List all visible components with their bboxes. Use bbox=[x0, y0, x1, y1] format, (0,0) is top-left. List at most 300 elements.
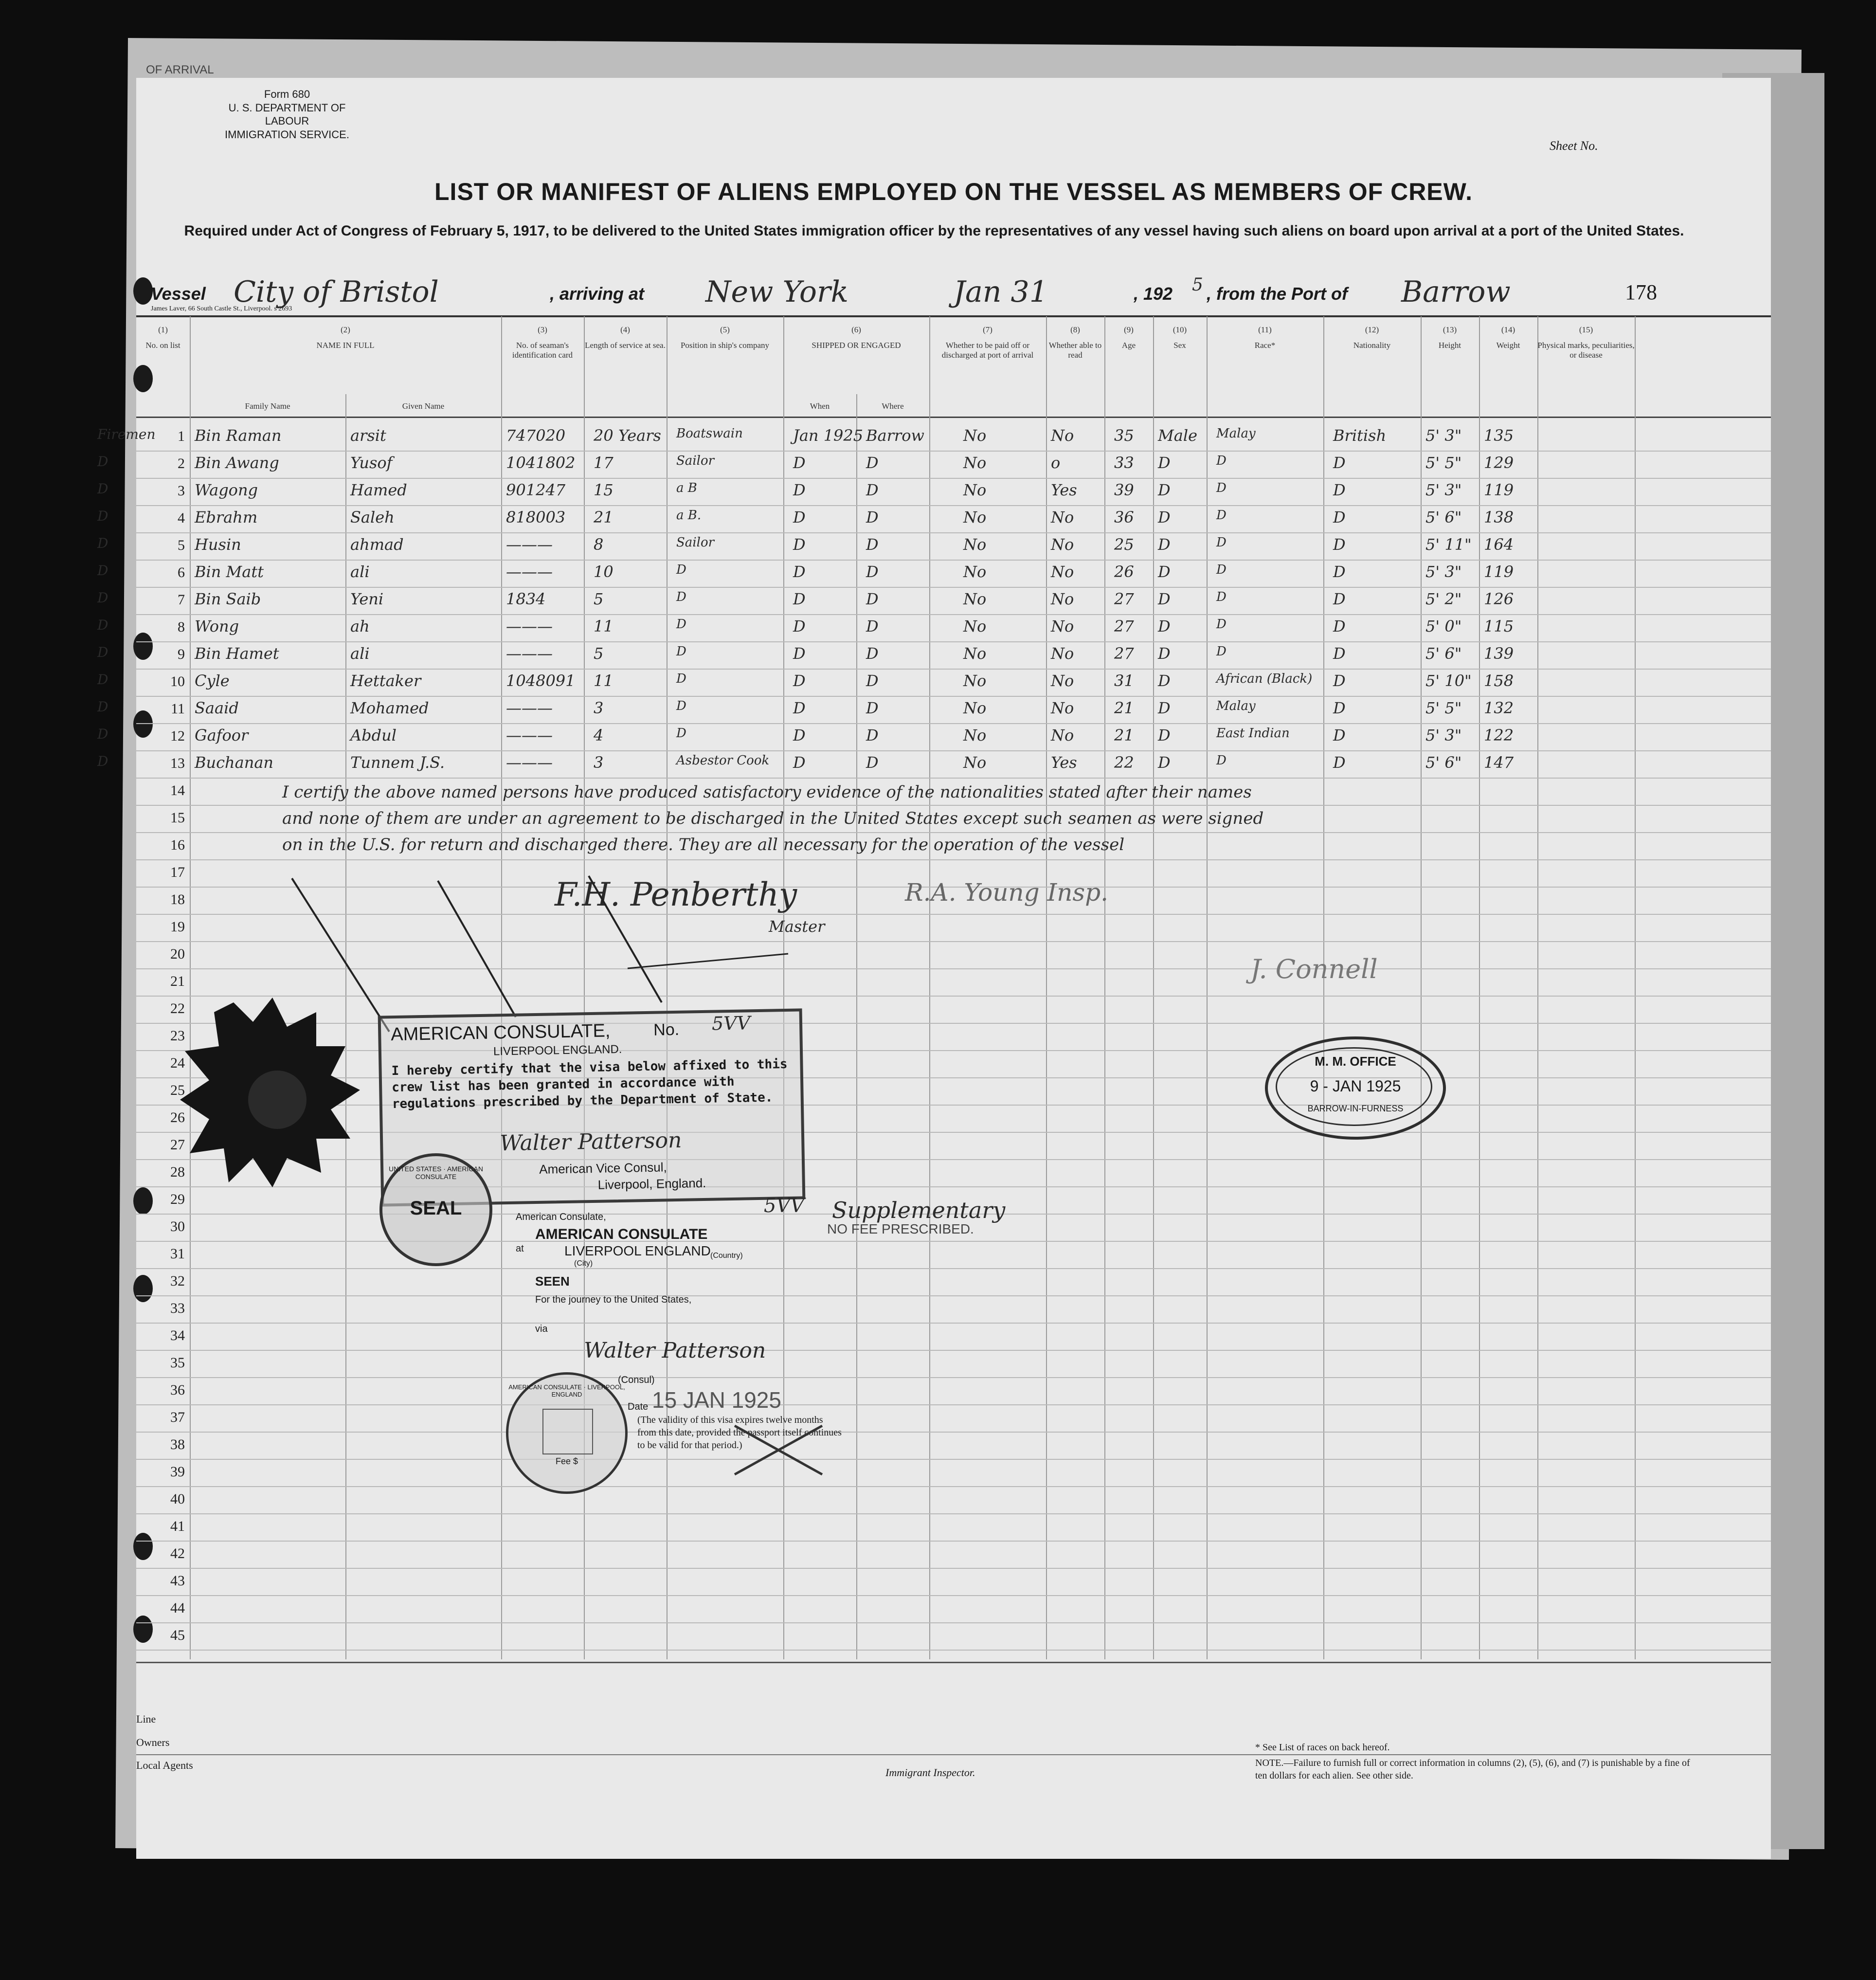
nationality-cell: D bbox=[1333, 644, 1346, 663]
family-name-cell: Bin Raman bbox=[195, 426, 282, 445]
shipped-where-cell: D bbox=[866, 508, 879, 527]
margin-annotation: D bbox=[97, 563, 108, 579]
margin-annotation: D bbox=[97, 481, 108, 497]
column-number: (6) bbox=[851, 325, 861, 334]
weight-cell: 147 bbox=[1484, 753, 1514, 772]
family-name-cell: Buchanan bbox=[195, 753, 274, 772]
family-name-cell: Ebrahm bbox=[195, 508, 258, 527]
cross-mark-icon bbox=[730, 1421, 827, 1479]
consular-seal-ring: UNITED STATES · AMERICAN CONSULATE bbox=[389, 1165, 483, 1181]
id-card-cell: 747020 bbox=[506, 426, 566, 445]
visa-date: 15 JAN 1925 bbox=[652, 1387, 781, 1413]
service-length-cell: 21 bbox=[594, 508, 613, 527]
footer-line-label: Line bbox=[136, 1713, 156, 1725]
sex-cell: D bbox=[1158, 699, 1171, 717]
paid-off-cell: No bbox=[963, 563, 987, 581]
shipped-where-cell: D bbox=[866, 563, 879, 581]
arrival-date: Jan 31 bbox=[954, 275, 1048, 309]
round-consulate-stamp-ring: AMERICAN CONSULATE · LIVERPOOL, ENGLAND bbox=[508, 1383, 625, 1398]
given-name-cell: Yeni bbox=[350, 590, 384, 608]
height-cell: 5' 6" bbox=[1425, 753, 1462, 772]
column-number: (15) bbox=[1579, 325, 1593, 334]
age-cell: 27 bbox=[1114, 617, 1134, 636]
nationality-cell: D bbox=[1333, 753, 1346, 772]
given-name-cell: Saleh bbox=[350, 508, 395, 527]
height-cell: 5' 5" bbox=[1425, 699, 1462, 717]
shipped-when-cell: D bbox=[793, 672, 806, 690]
able-to-read-cell: No bbox=[1051, 426, 1074, 445]
shipped-when-cell: D bbox=[793, 590, 806, 608]
visa-via-label: via bbox=[535, 1324, 548, 1334]
row-number: 17 bbox=[170, 864, 185, 880]
service-length-cell: 8 bbox=[594, 535, 604, 554]
weight-cell: 119 bbox=[1484, 563, 1514, 581]
age-cell: 36 bbox=[1114, 508, 1134, 527]
position-cell: Asbestor Cook bbox=[676, 753, 770, 768]
footer-owners-label: Owners bbox=[136, 1736, 170, 1748]
row-number: 22 bbox=[170, 1000, 185, 1017]
nationality-cell: D bbox=[1333, 563, 1346, 581]
given-name-cell: ahmad bbox=[350, 535, 404, 554]
paid-off-cell: No bbox=[963, 508, 987, 527]
row-number: 27 bbox=[170, 1137, 185, 1153]
consulate-stamp-signature: Walter Patterson bbox=[499, 1127, 682, 1156]
sex-cell: D bbox=[1158, 454, 1171, 472]
age-cell: 21 bbox=[1114, 726, 1134, 745]
race-cell: Malay bbox=[1216, 426, 1256, 441]
department-name: U. S. DEPARTMENT OF LABOUR bbox=[228, 101, 346, 127]
nationality-cell: D bbox=[1333, 699, 1346, 717]
paid-off-cell: No bbox=[963, 726, 987, 745]
row-number: 41 bbox=[170, 1518, 185, 1534]
race-cell: D bbox=[1216, 508, 1227, 523]
margin-annotation: Firemen bbox=[97, 426, 156, 442]
shipped-where-cell: D bbox=[866, 590, 879, 608]
given-name-cell: arsit bbox=[350, 426, 386, 445]
round-consulate-stamp bbox=[506, 1372, 628, 1494]
shipped-where-cell: D bbox=[866, 454, 879, 472]
row-number: 37 bbox=[170, 1409, 185, 1425]
column-label: Sex bbox=[1173, 341, 1186, 350]
from-port-label: , from the Port of bbox=[1207, 284, 1348, 304]
margin-annotation: D bbox=[97, 617, 108, 633]
footer-agents-label: Local Agents bbox=[136, 1759, 193, 1771]
shipped-when-cell: D bbox=[793, 454, 806, 472]
column-label: Height bbox=[1438, 341, 1461, 350]
race-cell: D bbox=[1216, 535, 1227, 550]
row-number: 20 bbox=[170, 946, 185, 962]
row-number: 16 bbox=[170, 837, 185, 853]
height-cell: 5' 5" bbox=[1425, 454, 1462, 472]
able-to-read-cell: No bbox=[1051, 726, 1074, 745]
service-length-cell: 5 bbox=[594, 590, 604, 608]
id-card-cell: 901247 bbox=[506, 481, 566, 499]
visa-line1: American Consulate, bbox=[516, 1212, 606, 1222]
row-number: 32 bbox=[170, 1273, 185, 1289]
row-number: 14 bbox=[170, 782, 185, 799]
position-cell: D bbox=[676, 563, 686, 577]
certification-line-2: and none of them are under an agreement to be discharged in the United States except such seamen as were signed bbox=[282, 809, 1264, 828]
visa-at-label: at bbox=[516, 1243, 524, 1254]
id-card-cell: 1834 bbox=[506, 590, 546, 608]
shipped-when-cell: D bbox=[793, 563, 806, 581]
consulate-stamp-title: AMERICAN CONSULATE, bbox=[390, 1020, 611, 1045]
column-label: Nationality bbox=[1353, 341, 1391, 350]
family-name-cell: Bin Awang bbox=[195, 454, 279, 472]
row-number: 30 bbox=[170, 1218, 185, 1235]
row-number: 13 bbox=[170, 755, 185, 771]
row-number: 35 bbox=[170, 1355, 185, 1371]
column-number: (2) bbox=[341, 325, 350, 334]
age-cell: 26 bbox=[1114, 563, 1134, 581]
sex-cell: D bbox=[1158, 508, 1171, 527]
arriving-port: New York bbox=[705, 275, 848, 309]
form-title: LIST OR MANIFEST OF ALIENS EMPLOYED ON THE VESSEL AS MEMBERS OF CREW. bbox=[434, 178, 1473, 205]
master-title: Master bbox=[769, 917, 825, 936]
given-name-cell: ali bbox=[350, 644, 370, 663]
service-length-cell: 20 Years bbox=[594, 426, 661, 445]
shipped-where-cell: D bbox=[866, 644, 879, 663]
shipped-when-cell: D bbox=[793, 753, 806, 772]
id-card-cell: ——— bbox=[506, 726, 553, 745]
shipped-where-cell: D bbox=[866, 699, 879, 717]
able-to-read-cell: No bbox=[1051, 590, 1074, 608]
nationality-cell: D bbox=[1333, 617, 1346, 636]
column-number: (3) bbox=[538, 325, 547, 334]
paid-off-cell: No bbox=[963, 454, 987, 472]
service-length-cell: 15 bbox=[594, 481, 613, 499]
row-number: 10 bbox=[170, 673, 185, 690]
able-to-read-cell: No bbox=[1051, 508, 1074, 527]
id-card-cell: ——— bbox=[506, 753, 553, 772]
race-cell: East Indian bbox=[1216, 726, 1290, 741]
shipped-where-cell: Barrow bbox=[866, 426, 924, 445]
row-number: 26 bbox=[170, 1109, 185, 1126]
sex-cell: D bbox=[1158, 563, 1171, 581]
column-number: (14) bbox=[1501, 325, 1515, 334]
margin-annotation: D bbox=[97, 726, 108, 742]
weight-cell: 129 bbox=[1484, 454, 1514, 472]
sex-cell: D bbox=[1158, 535, 1171, 554]
margin-annotation: D bbox=[97, 454, 108, 470]
paid-off-cell: No bbox=[963, 644, 987, 663]
margin-annotation: D bbox=[97, 699, 108, 715]
age-cell: 39 bbox=[1114, 481, 1134, 499]
given-name-cell: Hettaker bbox=[350, 672, 421, 690]
visa-consulate: AMERICAN CONSULATE bbox=[535, 1226, 708, 1242]
weight-cell: 115 bbox=[1484, 617, 1514, 636]
row-number: 31 bbox=[170, 1246, 185, 1262]
age-cell: 35 bbox=[1114, 426, 1134, 445]
weight-cell: 122 bbox=[1484, 726, 1514, 745]
column-number: (13) bbox=[1443, 325, 1457, 334]
eagle-emblem-icon bbox=[542, 1409, 593, 1454]
weight-cell: 158 bbox=[1484, 672, 1514, 690]
column-label: Weight bbox=[1496, 341, 1520, 350]
nationality-cell: D bbox=[1333, 481, 1346, 499]
height-cell: 5' 0" bbox=[1425, 617, 1462, 636]
row-number: 38 bbox=[170, 1436, 185, 1453]
footer-rule bbox=[136, 1662, 1771, 1663]
position-cell: Sailor bbox=[676, 454, 715, 468]
row-number: 29 bbox=[170, 1191, 185, 1207]
service-length-cell: 11 bbox=[594, 617, 613, 636]
position-cell: D bbox=[676, 699, 686, 713]
column-label: No. of seaman's identification card bbox=[512, 341, 573, 360]
nationality-cell: British bbox=[1333, 426, 1387, 445]
consulate-stamp-no-label: No. bbox=[653, 1020, 680, 1039]
column-number: (5) bbox=[720, 325, 730, 334]
row-number: 36 bbox=[170, 1382, 185, 1398]
column-label: Race* bbox=[1254, 341, 1276, 350]
able-to-read-cell: Yes bbox=[1051, 481, 1077, 499]
printer-credit: James Laver, 66 South Castle St., Liverpool. s 2693 bbox=[151, 305, 292, 312]
column-number: (12) bbox=[1365, 325, 1379, 334]
row-number: 43 bbox=[170, 1573, 185, 1589]
margin-annotation: D bbox=[97, 672, 108, 688]
id-card-cell: 1041802 bbox=[506, 454, 576, 472]
height-cell: 5' 6" bbox=[1425, 508, 1462, 527]
consular-seal bbox=[379, 1153, 492, 1266]
row-number: 39 bbox=[170, 1464, 185, 1480]
height-cell: 5' 3" bbox=[1425, 563, 1462, 581]
visa-city-hint: (City) bbox=[574, 1259, 593, 1268]
height-cell: 5' 3" bbox=[1425, 426, 1462, 445]
family-name-cell: Gafoor bbox=[195, 726, 249, 745]
row-number: 24 bbox=[170, 1055, 185, 1071]
nationality-cell: D bbox=[1333, 508, 1346, 527]
row-number: 2 bbox=[178, 455, 185, 472]
arriving-label: , arriving at bbox=[550, 284, 645, 304]
shipped-where-cell: D bbox=[866, 726, 879, 745]
consulate-stamp-number: 5VV bbox=[711, 1012, 751, 1035]
margin-annotation: D bbox=[97, 508, 108, 524]
service-length-cell: 11 bbox=[594, 672, 613, 690]
family-name-cell: Bin Saib bbox=[195, 590, 261, 608]
visa-city: LIVERPOOL ENGLAND bbox=[564, 1243, 711, 1258]
id-card-cell: 1048091 bbox=[506, 672, 576, 690]
shipped-when-cell: D bbox=[793, 508, 806, 527]
shipped-when-cell: Jan 1925 bbox=[793, 426, 864, 445]
column-label: SHIPPED OR ENGAGED bbox=[812, 341, 901, 350]
height-cell: 5' 3" bbox=[1425, 726, 1462, 745]
footer-inspector-label: Immigrant Inspector. bbox=[885, 1766, 975, 1779]
paid-off-cell: No bbox=[963, 672, 987, 690]
weight-cell: 139 bbox=[1484, 644, 1514, 663]
shipped-where-cell: D bbox=[866, 535, 879, 554]
height-cell: 5' 10" bbox=[1425, 672, 1472, 690]
position-cell: D bbox=[676, 617, 686, 632]
age-cell: 25 bbox=[1114, 535, 1134, 554]
visa-country-hint: (Country) bbox=[710, 1252, 743, 1260]
column-label: No. on list bbox=[145, 341, 180, 350]
year-suffix: 5 bbox=[1192, 275, 1203, 295]
family-name-cell: Bin Hamet bbox=[195, 644, 279, 663]
paid-off-cell: No bbox=[963, 590, 987, 608]
row-number: 8 bbox=[178, 619, 185, 635]
age-cell: 27 bbox=[1114, 644, 1134, 663]
footer-note: NOTE.—Failure to furnish full or correct information in columns (2), (5), (6), and (7) is punishable by a fine of ten dollars for each alien. See other side. bbox=[1255, 1758, 1690, 1781]
shipped-where-cell: D bbox=[866, 481, 879, 499]
column-label: Age bbox=[1121, 341, 1136, 350]
visa-seen: SEEN bbox=[535, 1274, 570, 1289]
able-to-read-cell: No bbox=[1051, 644, 1074, 663]
consulate-stamp-text: I hereby certify that the visa below affixed to this crew list has been granted in accordance with regulations prescribed by the Department of State. bbox=[391, 1056, 788, 1111]
position-cell: D bbox=[676, 726, 686, 741]
consulate-stamp-signer-title: American Vice Consul, bbox=[539, 1160, 667, 1177]
column-label: Whether able to read bbox=[1048, 341, 1102, 360]
family-name-cell: Husin bbox=[195, 535, 241, 554]
round-consulate-stamp-fee: Fee $ bbox=[555, 1456, 578, 1466]
consular-seal-label: SEAL bbox=[410, 1198, 462, 1219]
race-cell: D bbox=[1216, 590, 1227, 604]
vessel-label: Vessel bbox=[151, 284, 206, 304]
column-label: Position in ship's company bbox=[680, 341, 770, 350]
column-number: (10) bbox=[1172, 325, 1187, 334]
row-number: 5 bbox=[178, 537, 185, 553]
row-number: 12 bbox=[170, 728, 185, 744]
service-length-cell: 4 bbox=[594, 726, 604, 745]
service-length-cell: 3 bbox=[594, 753, 604, 772]
manifest-page bbox=[97, 78, 1771, 1859]
sex-cell: D bbox=[1158, 617, 1171, 636]
weight-cell: 164 bbox=[1484, 535, 1514, 554]
row-number: 7 bbox=[178, 592, 185, 608]
able-to-read-cell: Yes bbox=[1051, 753, 1077, 772]
sheet-number-label: Sheet No. bbox=[1550, 139, 1598, 153]
nationality-cell: D bbox=[1333, 726, 1346, 745]
weight-cell: 119 bbox=[1484, 481, 1514, 499]
consulate-stamp-signer-city: Liverpool, England. bbox=[597, 1175, 706, 1192]
height-cell: 5' 2" bbox=[1425, 590, 1462, 608]
row-number: 3 bbox=[178, 483, 185, 499]
given-name-cell: Yusof bbox=[350, 454, 393, 472]
no-fee-note: NO FEE PRESCRIBED. bbox=[827, 1221, 974, 1236]
age-cell: 22 bbox=[1114, 753, 1134, 772]
column-label: NAME IN FULL bbox=[316, 341, 375, 350]
mm-office-date: 9 - JAN 1925 bbox=[1310, 1077, 1401, 1095]
id-card-cell: ——— bbox=[506, 535, 553, 554]
row-number: 33 bbox=[170, 1300, 185, 1316]
certification-line-3: on in the U.S. for return and discharged there. They are all necessary for the operation of the vessel bbox=[282, 835, 1125, 854]
footer-race-note: * See List of races on back hereof. bbox=[1255, 1742, 1390, 1753]
visa-date-label: Date bbox=[628, 1401, 649, 1412]
family-name-cell: Bin Matt bbox=[195, 563, 264, 581]
paid-off-cell: No bbox=[963, 699, 987, 717]
able-to-read-cell: No bbox=[1051, 672, 1074, 690]
nationality-cell: D bbox=[1333, 535, 1346, 554]
column-number: (9) bbox=[1124, 325, 1134, 334]
race-cell: D bbox=[1216, 644, 1227, 659]
paid-off-cell: No bbox=[963, 753, 987, 772]
family-name-cell: Saaid bbox=[195, 699, 239, 717]
row-number: 19 bbox=[170, 919, 185, 935]
shipped-when-cell: D bbox=[793, 644, 806, 663]
position-cell: D bbox=[676, 644, 686, 659]
row-number: 4 bbox=[178, 510, 185, 526]
column-sub-label: Given Name bbox=[402, 401, 445, 411]
id-card-cell: 818003 bbox=[506, 508, 566, 527]
family-name-cell: Cyle bbox=[195, 672, 230, 690]
position-cell: a B bbox=[676, 481, 697, 495]
height-cell: 5' 3" bbox=[1425, 481, 1462, 499]
position-cell: Sailor bbox=[676, 535, 715, 550]
able-to-read-cell: No bbox=[1051, 535, 1074, 554]
mm-office-stamp bbox=[1265, 1036, 1446, 1140]
given-name-cell: Abdul bbox=[350, 726, 397, 745]
ribbon-seal-icon bbox=[175, 993, 389, 1197]
sex-cell: D bbox=[1158, 726, 1171, 745]
age-cell: 21 bbox=[1114, 699, 1134, 717]
race-cell: D bbox=[1216, 563, 1227, 577]
visa-number: 5VV bbox=[764, 1195, 805, 1217]
given-name-cell: Tunnem J.S. bbox=[350, 753, 445, 772]
weight-cell: 126 bbox=[1484, 590, 1514, 608]
able-to-read-cell: o bbox=[1051, 454, 1061, 472]
race-cell: D bbox=[1216, 481, 1227, 495]
able-to-read-cell: No bbox=[1051, 563, 1074, 581]
position-cell: D bbox=[676, 672, 686, 686]
row-number: 45 bbox=[170, 1627, 185, 1643]
able-to-read-cell: No bbox=[1051, 617, 1074, 636]
able-to-read-cell: No bbox=[1051, 699, 1074, 717]
shipped-when-cell: D bbox=[793, 699, 806, 717]
given-name-cell: ah bbox=[350, 617, 370, 636]
column-number: (7) bbox=[983, 325, 992, 334]
margin-annotation: D bbox=[97, 753, 108, 769]
id-card-cell: ——— bbox=[506, 563, 553, 581]
nationality-cell: D bbox=[1333, 590, 1346, 608]
margin-annotation: D bbox=[97, 535, 108, 551]
row-number: 6 bbox=[178, 564, 185, 581]
column-label: Whether to be paid off or discharged at port of arrival bbox=[941, 341, 1034, 360]
page-number: 178 bbox=[1625, 280, 1657, 304]
shipped-where-cell: D bbox=[866, 753, 879, 772]
column-sub-label: Where bbox=[882, 401, 904, 411]
shipped-when-cell: D bbox=[793, 726, 806, 745]
column-sub-label: When bbox=[810, 401, 830, 411]
family-name-cell: Wong bbox=[195, 617, 239, 636]
weight-cell: 138 bbox=[1484, 508, 1514, 527]
row-number: 34 bbox=[170, 1327, 185, 1344]
year-prefix: , 192 bbox=[1134, 284, 1173, 304]
service-length-cell: 3 bbox=[594, 699, 604, 717]
shipped-when-cell: D bbox=[793, 481, 806, 499]
column-number: (1) bbox=[158, 325, 168, 334]
age-cell: 27 bbox=[1114, 590, 1134, 608]
row-number: 18 bbox=[170, 891, 185, 908]
from-port: Barrow bbox=[1401, 275, 1511, 309]
race-cell: D bbox=[1216, 617, 1227, 632]
race-cell: African (Black) bbox=[1216, 672, 1313, 686]
inspector-signature: R.A. Young Insp. bbox=[905, 878, 1109, 907]
visa-journey: For the journey to the United States, bbox=[535, 1294, 692, 1305]
row-number: 25 bbox=[170, 1082, 185, 1098]
form-subtitle: Required under Act of Congress of February 5, 1917, to be delivered to the United States immigration officer by the representatives of any vessel having such aliens on board upon arrival at a port of the United States. bbox=[184, 223, 1684, 239]
column-number: (8) bbox=[1070, 325, 1080, 334]
sex-cell: D bbox=[1158, 644, 1171, 663]
shipped-when-cell: D bbox=[793, 535, 806, 554]
form-number: Form 680 bbox=[264, 88, 310, 100]
margin-annotation: D bbox=[97, 644, 108, 660]
position-cell: a B. bbox=[676, 508, 702, 523]
shipped-where-cell: D bbox=[866, 672, 879, 690]
column-label: Physical marks, peculiarities, or disease bbox=[1537, 341, 1635, 360]
sex-cell: D bbox=[1158, 590, 1171, 608]
position-cell: D bbox=[676, 590, 686, 604]
height-cell: 5' 6" bbox=[1425, 644, 1462, 663]
row-number: 23 bbox=[170, 1028, 185, 1044]
